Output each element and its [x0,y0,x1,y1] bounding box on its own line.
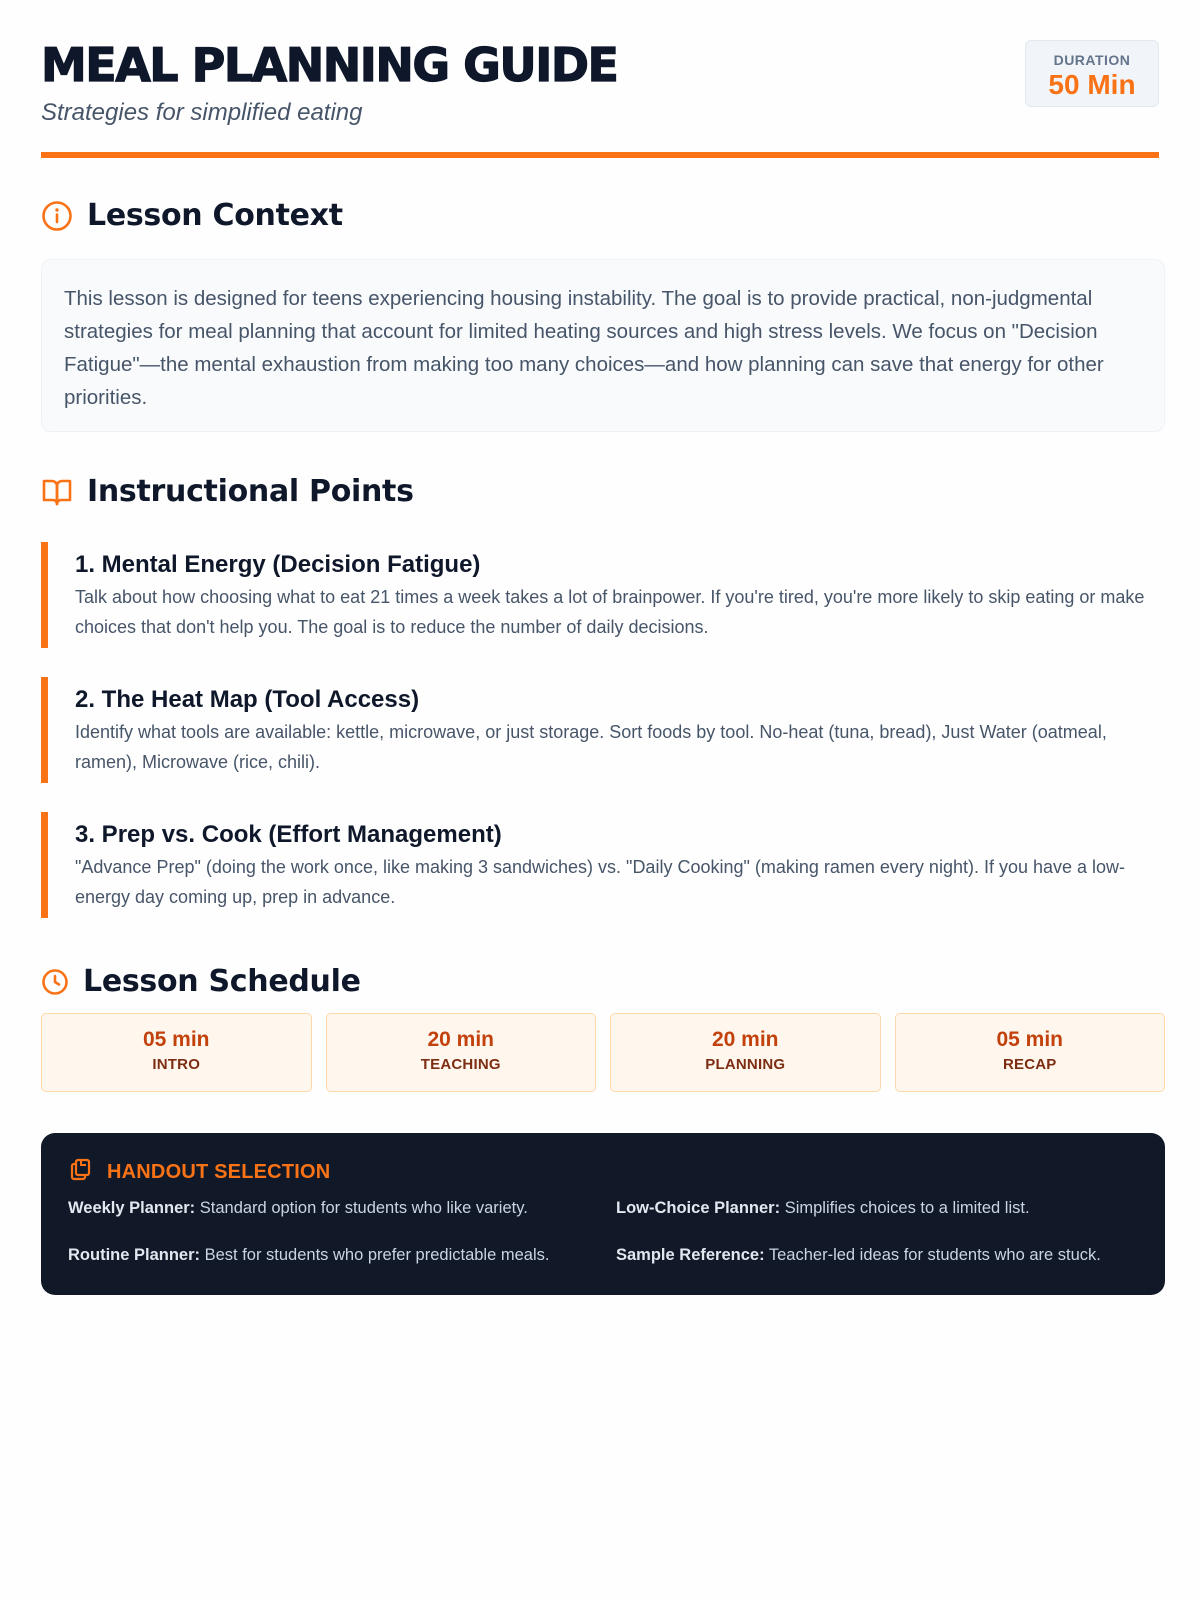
slot-label: INTRO [152,1056,201,1073]
instruction-point [41,677,1165,783]
page-title: MEAL PLANNING GUIDE [41,38,618,92]
handout-item [616,1199,1030,1218]
context-heading-text: Lesson Context [87,198,343,233]
copy-icon [68,1157,93,1187]
schedule-slot-planning [610,1013,881,1092]
instruction-point [41,542,1165,648]
handout-item [68,1246,549,1265]
slot-time: 05 min [996,1028,1064,1051]
handout-item-desc: Best for students who prefer predictable meals. [204,1246,550,1264]
slot-time: 20 min [427,1028,495,1051]
handout-item-desc: Standard option for students who like variety. [199,1199,528,1217]
duration-badge [1025,40,1159,107]
slot-label: PLANNING [705,1056,786,1073]
handout-item-name: Sample Reference: [616,1246,765,1264]
handout-item-desc: Teacher-led ideas for students who are stuck. [768,1246,1101,1264]
slot-time: 20 min [711,1028,779,1051]
handout-item-desc: Simplifies choices to a limited list. [784,1199,1030,1217]
handout-heading [68,1159,1138,1185]
clock-icon [41,968,69,996]
handout-item-name: Routine Planner: [68,1246,201,1264]
point-title: 2. The Heat Map (Tool Access) [75,686,420,713]
context-box [41,259,1165,432]
points-heading [41,474,414,509]
duration-label: DURATION [1053,52,1131,68]
slot-label: TEACHING [420,1056,501,1073]
page-subtitle: Strategies for simplified eating [41,99,363,126]
schedule-slot-recap [895,1013,1166,1092]
schedule-heading-text: Lesson Schedule [83,964,361,999]
handout-item [68,1199,528,1218]
context-text: This lesson is designed for teens experiencing housing instability. The goal is to provide practical, non-judgmental strategies for meal planning that account for limited heating sources and high stress levels. We focus on "Decision Fatigue"—the mental exhaustion from making too many choices—and how planning can save that energy for other priorities. [64,287,1104,409]
handout-item-name: Weekly Planner: [68,1199,196,1217]
schedule-row [41,1013,1165,1092]
slot-time: 05 min [142,1028,210,1051]
instruction-point [41,812,1165,918]
schedule-slot-teaching [326,1013,597,1092]
handout-item-name: Low-Choice Planner: [616,1199,781,1217]
handout-list [68,1185,1138,1285]
point-text: Talk about how choosing what to eat 21 times a week takes a lot of brainpower. If you're tired, you're more likely to skip eating or make choices that don't help you. The goal is to reduce the number of daily decisions. [75,587,1145,637]
points-heading-text: Instructional Points [87,474,414,509]
book-open-icon [41,477,73,507]
point-title: 1. Mental Energy (Decision Fatigue) [75,551,481,578]
handout-heading-text: HANDOUT SELECTION [107,1160,331,1183]
context-heading [41,198,343,233]
point-title: 3. Prep vs. Cook (Effort Management) [75,821,502,848]
duration-value: 50 Min [1048,69,1136,100]
info-icon [41,200,73,232]
handout-item [616,1246,1101,1265]
slot-label: RECAP [1002,1056,1057,1073]
handout-panel [41,1133,1165,1295]
point-text: "Advance Prep" (doing the work once, like making 3 sandwiches) vs. "Daily Cooking" (making ramen every night). If you have a low-energy day coming up, prep in advance. [75,857,1126,907]
schedule-slot-intro [41,1013,312,1092]
point-text: Identify what tools are available: kettle, microwave, or just storage. Sort foods by tool. No-heat (tuna, bread), Just Water (oatmeal, ramen), Microwave (rice, chili). [75,722,1107,772]
schedule-heading [41,964,361,999]
page-header [41,0,1159,158]
